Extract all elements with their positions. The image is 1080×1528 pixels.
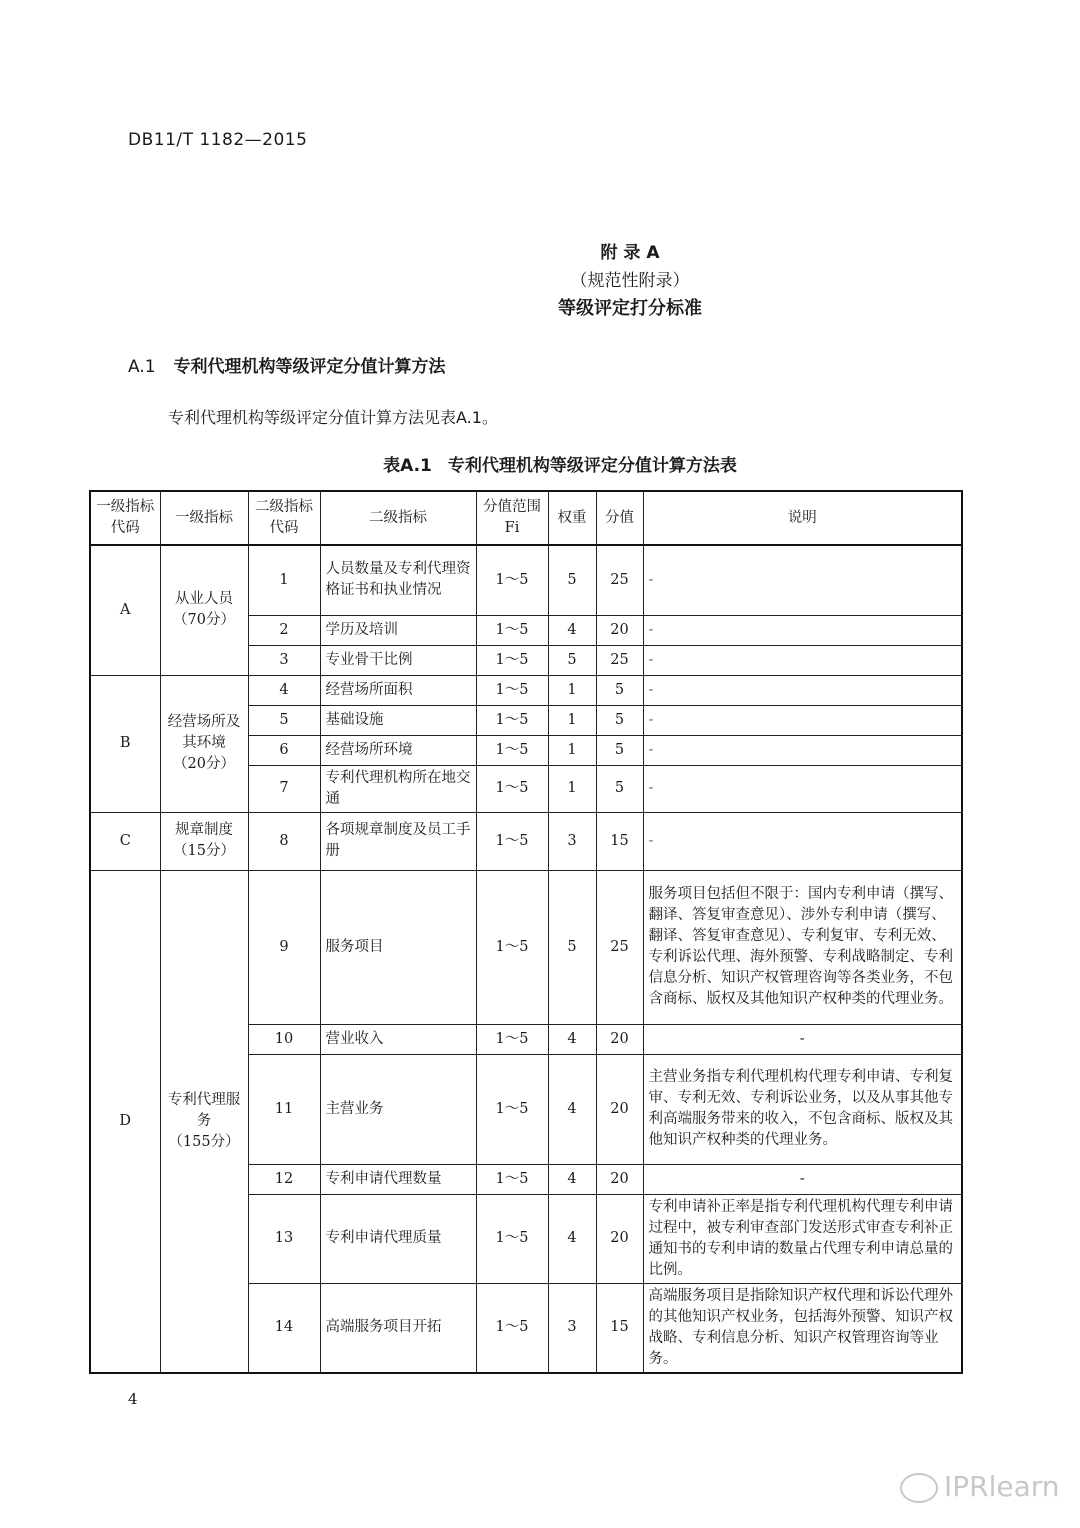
header-cell: 权重 (548, 491, 596, 545)
score: 5 (596, 735, 643, 765)
weight: 3 (548, 1283, 596, 1373)
weight: 4 (548, 1024, 596, 1054)
sub-code: 11 (248, 1054, 320, 1164)
description: 主营业务指专利代理机构代理专利申请、专利复审、专利无效、专利诉讼业务，以及从事其他专利高端服务带来的收入，不包含商标、版权及其他知识产权种类的代理业务。 (643, 1054, 962, 1164)
score: 25 (596, 545, 643, 615)
weight: 5 (548, 645, 596, 675)
wechat-icon (900, 1473, 938, 1503)
group-title: 规章制度 (175, 822, 233, 838)
header-cell: 分值范围Fi (476, 491, 548, 545)
header-cell: 分值 (596, 491, 643, 545)
watermark-text: IPRlearn (944, 1470, 1060, 1503)
description: - (643, 812, 962, 870)
weight: 1 (548, 765, 596, 812)
group-code: C (90, 812, 160, 870)
range: 1～5 (476, 735, 548, 765)
watermark (900, 1470, 1060, 1503)
table-caption-title: 专利代理机构等级评定分值计算方法表 (447, 456, 737, 476)
description: 服务项目包括但不限于：国内专利申请（撰写、翻译、答复审查意见）、涉外专利申请（撰写、翻译、答复审查意见）、专利复审、专利无效、专利诉讼代理、海外预警、专利战略制定、专利信息分析、知识产权管理咨询等各类业务，不包含商标、版权及其他知识产权种类的代理业务。 (643, 870, 962, 1024)
document-code: DB11/T 1182—2015 (128, 130, 308, 150)
description: - (643, 1164, 962, 1194)
sub-code: 6 (248, 735, 320, 765)
weight: 4 (548, 1194, 596, 1283)
sub-code: 5 (248, 705, 320, 735)
range: 1～5 (476, 1164, 548, 1194)
score: 5 (596, 675, 643, 705)
sub-name: 营业收入 (320, 1024, 476, 1054)
range: 1～5 (476, 1283, 548, 1373)
weight: 4 (548, 615, 596, 645)
header-cell: 说明 (643, 491, 962, 545)
section-heading (128, 352, 446, 377)
header-cell: 二级指标 (320, 491, 476, 545)
sub-code: 10 (248, 1024, 320, 1054)
section-title: 专利代理机构等级评定分值计算方法 (173, 357, 446, 377)
sub-code: 13 (248, 1194, 320, 1283)
page-number: 4 (128, 1390, 138, 1408)
score: 15 (596, 812, 643, 870)
sub-name: 各项规章制度及员工手册 (320, 812, 476, 870)
header-cell: 一级指标代码 (90, 491, 160, 545)
description: - (643, 765, 962, 812)
sub-code: 9 (248, 870, 320, 1024)
group-code: D (90, 870, 160, 1373)
appendix-nature: （规范性附录） (570, 271, 690, 291)
appendix-title: 等级评定打分标准 (558, 298, 702, 319)
group-name (160, 675, 248, 812)
score: 25 (596, 870, 643, 1024)
sub-code: 14 (248, 1283, 320, 1373)
description: - (643, 1024, 962, 1054)
sub-name: 高端服务项目开拓 (320, 1283, 476, 1373)
group-code: A (90, 545, 160, 675)
range: 1～5 (476, 1024, 548, 1054)
score: 5 (596, 705, 643, 735)
sub-code: 7 (248, 765, 320, 812)
weight: 1 (548, 675, 596, 705)
header-cell: 一级指标 (160, 491, 248, 545)
group-title: 从业人员 (175, 591, 233, 608)
weight: 5 (548, 545, 596, 615)
sub-name: 经营场所环境 (320, 735, 476, 765)
group-score: （20分） (173, 756, 235, 772)
description: - (643, 705, 962, 735)
range: 1～5 (476, 675, 548, 705)
range: 1～5 (476, 645, 548, 675)
table-header-row (90, 491, 962, 545)
weight: 3 (548, 812, 596, 870)
description: 专利申请补正率是指专利代理机构代理专利申请过程中，被专利审查部门发送形式审查专利补正通知书的专利申请的数量占代理专利申请总量的比例。 (643, 1194, 962, 1283)
range: 1～5 (476, 615, 548, 645)
description: - (643, 675, 962, 705)
sub-code: 3 (248, 645, 320, 675)
sub-name: 专利代理机构所在地交通 (320, 765, 476, 812)
range: 1～5 (476, 1194, 548, 1283)
table-row (90, 812, 962, 870)
section-paragraph: 专利代理机构等级评定分值计算方法见表A.1。 (168, 408, 498, 427)
weight: 5 (548, 870, 596, 1024)
description: 高端服务项目是指除知识产权代理和诉讼代理外的其他知识产权业务，包括海外预警、知识产权战略、专利信息分析、知识产权管理咨询等业务。 (643, 1283, 962, 1373)
score: 20 (596, 1194, 643, 1283)
group-name (160, 812, 248, 870)
group-title: 经营场所及其环境 (167, 714, 241, 751)
sub-code: 2 (248, 615, 320, 645)
sub-name: 人员数量及专利代理资格证书和执业情况 (320, 545, 476, 615)
sub-name: 服务项目 (320, 870, 476, 1024)
sub-code: 12 (248, 1164, 320, 1194)
weight: 1 (548, 735, 596, 765)
table-row (90, 870, 962, 1024)
sub-code: 4 (248, 675, 320, 705)
group-score: （15分） (173, 843, 235, 859)
group-title: 专利代理服务 (167, 1091, 241, 1129)
score: 20 (596, 615, 643, 645)
sub-name: 学历及培训 (320, 615, 476, 645)
sub-name: 专业骨干比例 (320, 645, 476, 675)
range: 1～5 (476, 765, 548, 812)
score: 5 (596, 765, 643, 812)
score: 20 (596, 1024, 643, 1054)
group-name (160, 545, 248, 675)
group-code: B (90, 675, 160, 812)
range: 1～5 (476, 870, 548, 1024)
score: 15 (596, 1283, 643, 1373)
group-name (160, 870, 248, 1373)
table-row (90, 675, 962, 705)
description: - (643, 545, 962, 615)
score: 25 (596, 645, 643, 675)
sub-name: 经营场所面积 (320, 675, 476, 705)
weight: 1 (548, 705, 596, 735)
sub-code: 1 (248, 545, 320, 615)
sub-name: 主营业务 (320, 1054, 476, 1164)
table-caption-label: 表A.1 (383, 456, 432, 476)
description: - (643, 615, 962, 645)
table-row (90, 545, 962, 615)
group-score: （70分） (173, 612, 235, 629)
range: 1～5 (476, 545, 548, 615)
sub-name: 基础设施 (320, 705, 476, 735)
sub-name: 专利申请代理质量 (320, 1194, 476, 1283)
group-score: （155分） (168, 1133, 240, 1150)
weight: 4 (548, 1164, 596, 1194)
score: 20 (596, 1164, 643, 1194)
appendix-label: 附 录 A (600, 243, 660, 263)
scoring-table (89, 490, 963, 1374)
sub-name: 专利申请代理数量 (320, 1164, 476, 1194)
header-cell: 二级指标代码 (248, 491, 320, 545)
range: 1～5 (476, 812, 548, 870)
section-number: A.1 (128, 357, 156, 377)
score: 20 (596, 1054, 643, 1164)
sub-code: 8 (248, 812, 320, 870)
description: - (643, 735, 962, 765)
weight: 4 (548, 1054, 596, 1164)
description: - (643, 645, 962, 675)
table-caption (280, 451, 840, 476)
range: 1～5 (476, 1054, 548, 1164)
range: 1～5 (476, 705, 548, 735)
